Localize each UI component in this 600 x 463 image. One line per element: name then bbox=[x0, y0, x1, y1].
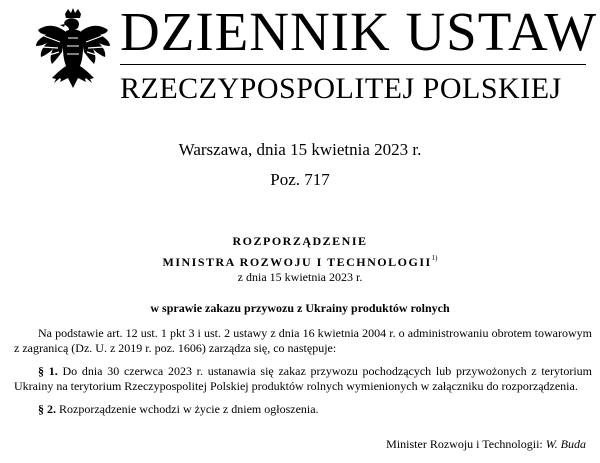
section-2-text: Rozporządzenie wchodzi w życie z dniem ogłoszenia. bbox=[56, 402, 319, 416]
signature-name: W. Buda bbox=[545, 437, 586, 451]
preamble-paragraph: Na podstawie art. 12 ust. 1 pkt 3 i ust. 2 ustawy z dnia 16 kwietnia 2004 r. o administrowaniu obrotem towarowym z zagranicą (Dz. U. z 2019 r. poz. 1606) zarządza się, co następuje: bbox=[14, 326, 592, 355]
header-divider bbox=[120, 64, 586, 65]
signature-line bbox=[386, 437, 586, 451]
issuer-name: MINISTRA ROZWOJU I TECHNOLOGII bbox=[162, 255, 432, 269]
section-2-paragraph bbox=[14, 402, 592, 417]
journal-subtitle: RZECZYPOSPOLITEJ POLSKIEJ bbox=[120, 72, 562, 105]
polish-eagle-icon bbox=[32, 8, 114, 100]
act-issuer bbox=[0, 251, 600, 269]
journal-title: DZIENNIK USTAW bbox=[120, 1, 598, 62]
section-2-label: § 2. bbox=[38, 402, 56, 416]
section-1-paragraph bbox=[14, 364, 592, 394]
publication-place-date: Warszawa, dnia 15 kwietnia 2023 r. bbox=[178, 140, 422, 159]
position-number: Poz. 717 bbox=[270, 170, 330, 189]
act-date: z dnia 15 kwietnia 2023 r. bbox=[237, 270, 363, 284]
section-1-label: § 1. bbox=[38, 364, 58, 378]
act-subject: w sprawie zakazu przywozu z Ukrainy produktów rolnych bbox=[150, 301, 450, 315]
section-1-text: Do dnia 30 czerwca 2023 r. ustanawia się zakaz przywozu pochodzących lub przywożonych z terytorium Ukrainy na terytorium Rzeczypospolitej Polskiej produktów rolnych wymienionych w załączniku do rozporządzenia. bbox=[14, 364, 593, 393]
act-type: ROZPORZĄDZENIE bbox=[232, 234, 368, 248]
signature-role: Minister Rozwoju i Technologii: bbox=[386, 437, 546, 451]
footnote-mark[interactable]: 1) bbox=[431, 254, 438, 262]
